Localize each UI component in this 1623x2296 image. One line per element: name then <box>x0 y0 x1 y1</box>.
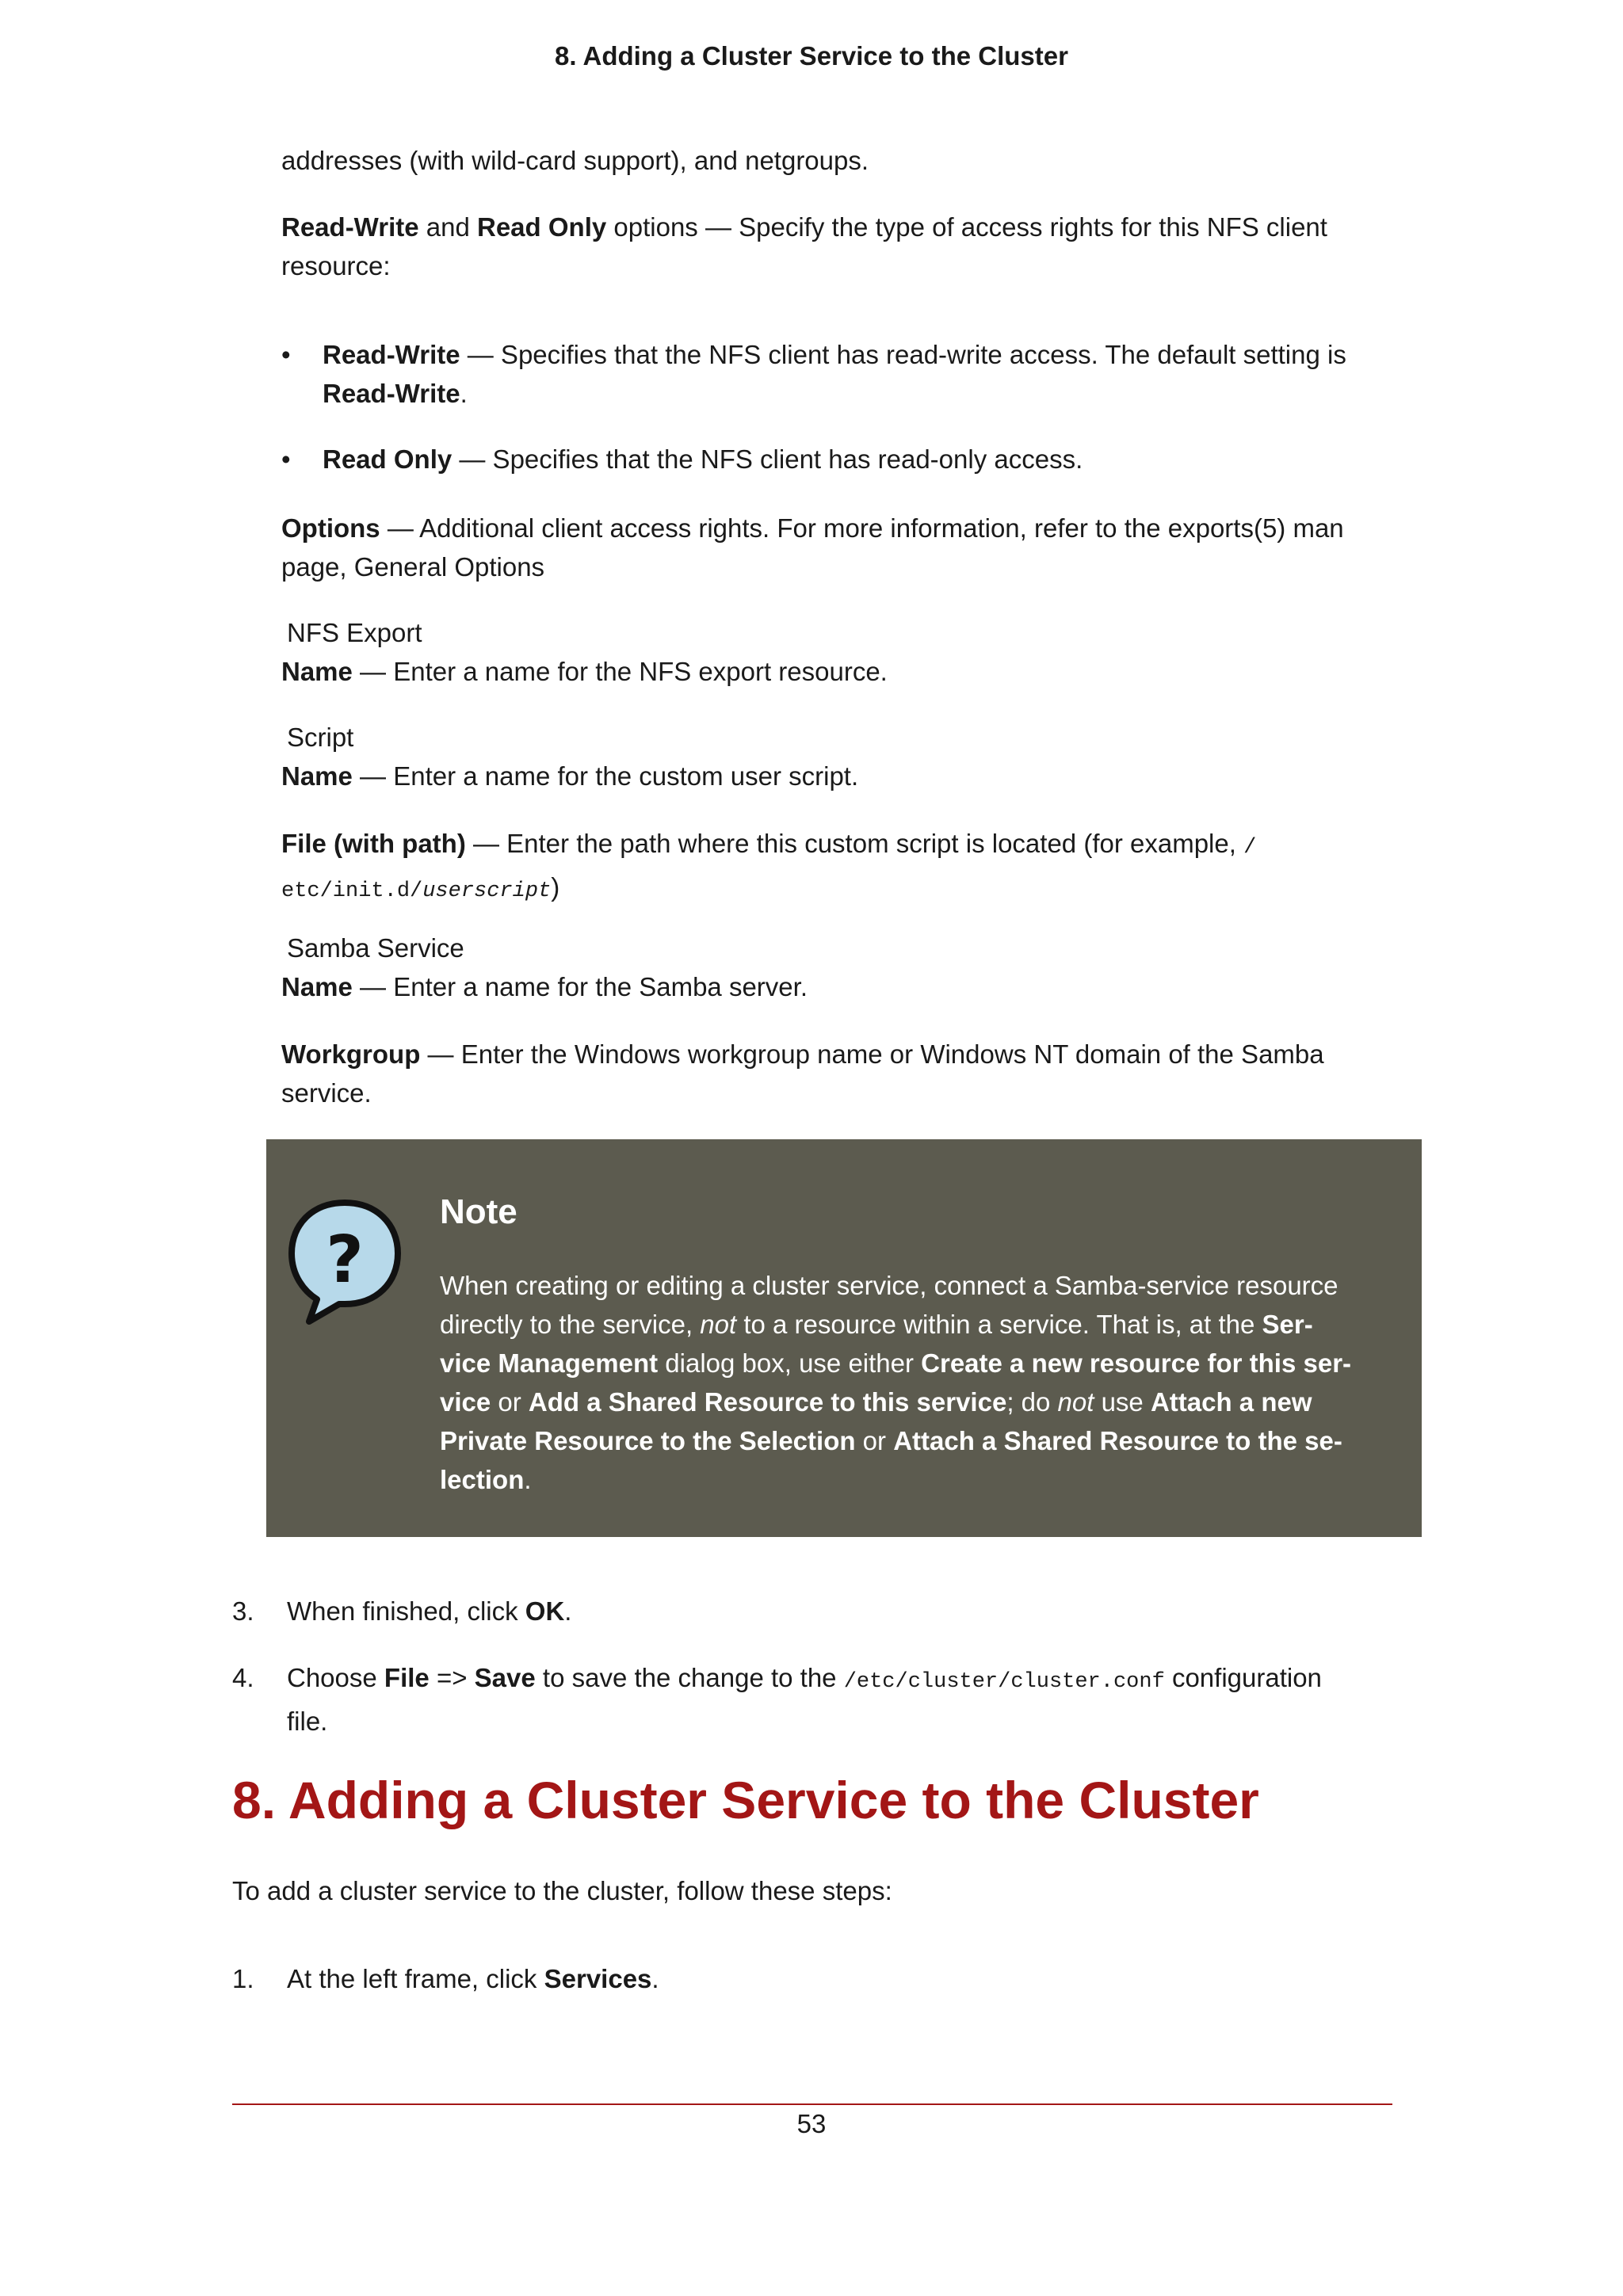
text: resource: <box>281 251 391 280</box>
section-heading: 8. Adding a Cluster Service to the Cluster <box>232 1771 1259 1829</box>
note-title: Note <box>440 1192 517 1231</box>
text: At the left frame, click <box>287 1964 544 1993</box>
term-read-write: Read-Write <box>281 212 419 242</box>
text: configuration <box>1164 1663 1322 1692</box>
term-name: Name <box>281 657 353 686</box>
emphasis: not <box>1057 1387 1094 1417</box>
text: options — Specify the type of access rights for this NFS client <box>606 212 1327 242</box>
paragraph-samba-name <box>281 967 1407 1006</box>
text: or <box>491 1387 529 1417</box>
term-read-only: Read Only <box>477 212 607 242</box>
code-italic: userscript <box>422 879 552 903</box>
term: Ser- <box>1262 1310 1313 1339</box>
code-path: /etc/cluster/cluster.conf <box>843 1670 1165 1694</box>
text: use <box>1094 1387 1151 1417</box>
paragraph-file-path <box>281 824 1407 911</box>
bullet-read-only <box>323 440 1408 479</box>
term: lection <box>440 1465 525 1494</box>
text: — Enter a name for the NFS export resource. <box>352 657 888 686</box>
step-number: 3. <box>232 1596 254 1626</box>
text: directly to the service, <box>440 1310 701 1339</box>
text: file. <box>287 1707 328 1736</box>
term: Read-Write <box>323 379 460 408</box>
paragraph-nfs-name <box>281 652 1407 691</box>
term: Attach a new <box>1150 1387 1312 1417</box>
text: — Specifies that the NFS client has read-write access. The default setting is <box>460 340 1346 369</box>
paragraph-workgroup <box>281 1035 1407 1112</box>
term-file-path: File (with path) <box>281 829 466 858</box>
text: page, General Options <box>281 552 545 582</box>
term: Read Only <box>323 444 453 474</box>
bullet-read-write <box>323 335 1408 413</box>
text: service. <box>281 1078 372 1108</box>
text: Choose <box>287 1663 384 1692</box>
paragraph-script-name <box>281 757 1407 795</box>
text: . <box>460 379 468 408</box>
text: . <box>524 1465 532 1494</box>
term-file: File <box>384 1663 430 1692</box>
paragraph-options <box>281 509 1407 586</box>
term: Add a Shared Resource to this service <box>528 1387 1007 1417</box>
term-options: Options <box>281 513 380 543</box>
text: . <box>564 1596 572 1626</box>
text: — Additional client access rights. For more information, refer to the exports(5) man <box>380 513 1344 543</box>
text: to save the change to the <box>535 1663 844 1692</box>
step-number: 4. <box>232 1663 254 1692</box>
running-header: 8. Adding a Cluster Service to the Cluster <box>555 41 1068 71</box>
text: and <box>418 212 477 242</box>
question-bubble-icon <box>285 1196 404 1327</box>
text: ; do <box>1006 1387 1058 1417</box>
term: Create a new resource for this ser- <box>921 1348 1352 1378</box>
page-number: 53 <box>796 2109 827 2138</box>
term-name: Name <box>281 761 353 791</box>
term: vice Management <box>440 1348 659 1378</box>
text: When creating or editing a cluster service, connect a Samba-service resource <box>440 1271 1338 1300</box>
text: => <box>429 1663 475 1692</box>
label-nfs-export: NFS Export <box>287 618 422 647</box>
term-name: Name <box>281 972 353 1001</box>
bullet-mark: • <box>281 444 291 474</box>
step-when-finished <box>287 1592 1412 1630</box>
term: Private Resource to the Selection <box>440 1426 856 1455</box>
label-script: Script <box>287 723 354 752</box>
text: — Enter the path where this custom script is located (for example, <box>465 829 1244 858</box>
term: Read-Write <box>323 340 460 369</box>
note-admonition <box>266 1139 1422 1537</box>
text: ) <box>551 872 560 902</box>
text: or <box>855 1426 894 1455</box>
term-save: Save <box>474 1663 536 1692</box>
paragraph-access-rights <box>281 208 1407 285</box>
term: vice <box>440 1387 491 1417</box>
term-ok: OK <box>525 1596 565 1626</box>
svg-text:?: ? <box>326 1222 364 1298</box>
step-number: 1. <box>232 1964 254 1993</box>
section-intro: To add a cluster service to the cluster, follow these steps: <box>232 1876 892 1905</box>
code: / <box>1243 836 1257 860</box>
note-body <box>440 1266 1391 1499</box>
text: — Enter a name for the Samba server. <box>352 972 808 1001</box>
text: . <box>651 1964 659 1993</box>
text: — Enter the Windows workgroup name or Windows NT domain of the Samba <box>420 1039 1324 1069</box>
text: — Enter a name for the custom user script. <box>352 761 859 791</box>
step-save-file <box>287 1658 1412 1741</box>
label-samba-service: Samba Service <box>287 933 464 963</box>
text: When finished, click <box>287 1596 525 1626</box>
term-services: Services <box>544 1964 652 1993</box>
text: dialog box, use either <box>658 1348 922 1378</box>
text: — Specifies that the NFS client has read-only access. <box>452 444 1083 474</box>
term: Attach a Shared Resource to the se- <box>893 1426 1342 1455</box>
term-workgroup: Workgroup <box>281 1039 421 1069</box>
text: to a resource within a service. That is, at the <box>736 1310 1262 1339</box>
paragraph-addresses: addresses (with wild-card support), and netgroups. <box>281 146 869 175</box>
code: etc/init.d/ <box>281 879 423 903</box>
step-click-services <box>287 1959 1412 1998</box>
emphasis: not <box>700 1310 737 1339</box>
bullet-mark: • <box>281 340 291 369</box>
